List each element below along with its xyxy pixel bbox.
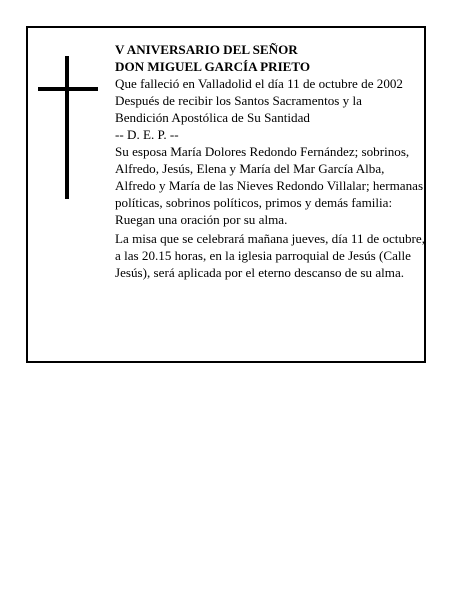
notice-title-line-2: DON MIGUEL GARCÍA PRIETO (115, 59, 311, 74)
obituary-notice (26, 26, 426, 363)
prayer-request: Ruegan una oración por su alma. (115, 212, 288, 227)
cross-vertical-bar (65, 56, 69, 199)
rip-text: -- D. E. P. -- (115, 127, 179, 142)
death-info: Que falleció en Valladolid el día 11 de octubre de 2002 (115, 76, 403, 91)
sacraments-line-1: Después de recibir los Santos Sacramentos y la (115, 93, 362, 108)
sacraments-line-2: Bendición Apostólica de Su Santidad (115, 110, 310, 125)
cross-horizontal-bar (38, 87, 98, 91)
notice-text (115, 41, 427, 281)
mass-text: La misa que se celebrará mañana jueves, día 11 de octubre, a las 20.15 horas, en la iglesia parroquial de Jesús (Calle Jesús), será aplicada por el eterno descanso de su alma. (115, 231, 425, 280)
cross-icon (38, 56, 98, 199)
notice-title-line-1: V ANIVERSARIO DEL SEÑOR (115, 42, 298, 57)
family-text: Su esposa María Dolores Redondo Fernández; sobrinos, Alfredo, Jesús, Elena y María del Mar García Alba, Alfredo y María de las Nieves Redondo Villalar; hermanas políticas, sobrinos políticos, primos y demás familia: (115, 144, 424, 210)
